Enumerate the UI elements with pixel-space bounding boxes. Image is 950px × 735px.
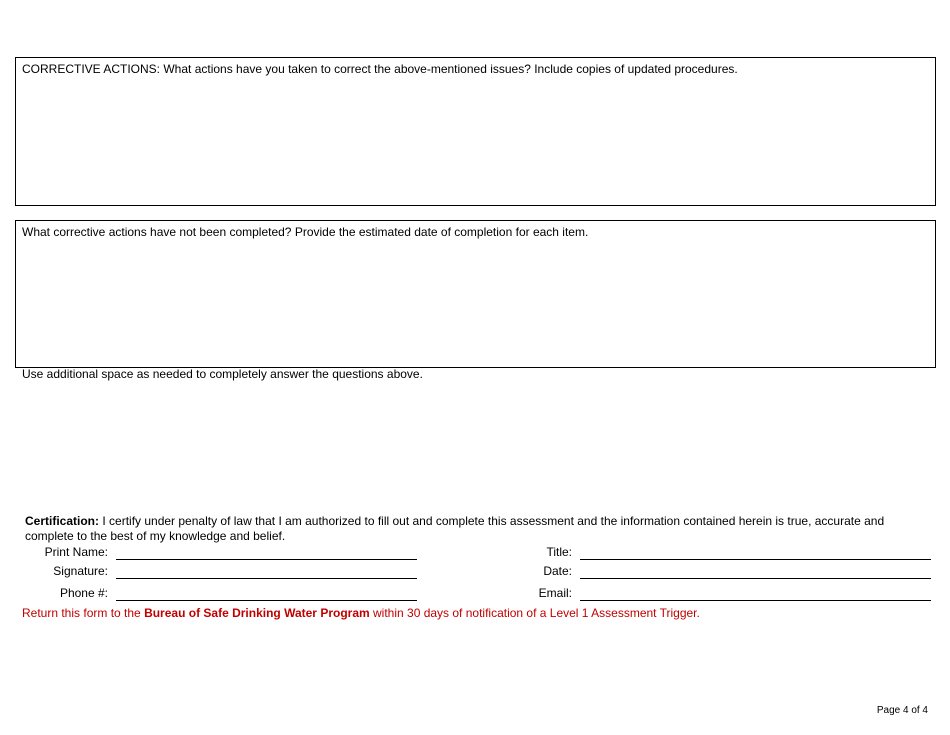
phone-field[interactable] bbox=[116, 600, 417, 601]
return-text-before: Return this form to the bbox=[22, 606, 145, 620]
signature-label: Signature: bbox=[53, 564, 108, 578]
corrective-actions-box[interactable] bbox=[15, 57, 936, 206]
email-label: Email: bbox=[538, 586, 572, 600]
incomplete-actions-box[interactable] bbox=[15, 220, 936, 368]
print-name-field[interactable] bbox=[116, 559, 417, 560]
certification-text: I certify under penalty of law that I am authorized to fill out and complete this assessment and the information contained herein is true, accurate and complete to the best of my knowledge and belief. bbox=[25, 514, 885, 543]
return-instructions bbox=[22, 606, 700, 620]
incomplete-actions-prompt: What corrective actions have not been completed? Provide the estimated date of completion for each item. bbox=[22, 225, 589, 239]
corrective-actions-prompt: CORRECTIVE ACTIONS: What actions have you taken to correct the above-mentioned issues? Include copies of updated procedures. bbox=[22, 62, 738, 76]
date-field[interactable] bbox=[580, 578, 931, 579]
title-label: Title: bbox=[546, 545, 572, 559]
bureau-name: Bureau of Safe Drinking Water Program bbox=[144, 606, 370, 620]
date-label: Date: bbox=[543, 564, 572, 578]
email-field[interactable] bbox=[580, 600, 931, 601]
return-text-after: within 30 days of notification of a Level 1 Assessment Trigger. bbox=[369, 606, 700, 620]
certification-statement bbox=[25, 514, 905, 544]
signature-field[interactable] bbox=[116, 578, 417, 579]
additional-space-note: Use additional space as needed to completely answer the questions above. bbox=[22, 367, 423, 381]
certification-heading: Certification: bbox=[25, 514, 100, 528]
phone-label: Phone #: bbox=[59, 586, 108, 600]
title-field[interactable] bbox=[580, 559, 931, 560]
print-name-label: Print Name: bbox=[44, 545, 108, 559]
page-number: Page 4 of 4 bbox=[876, 705, 928, 716]
